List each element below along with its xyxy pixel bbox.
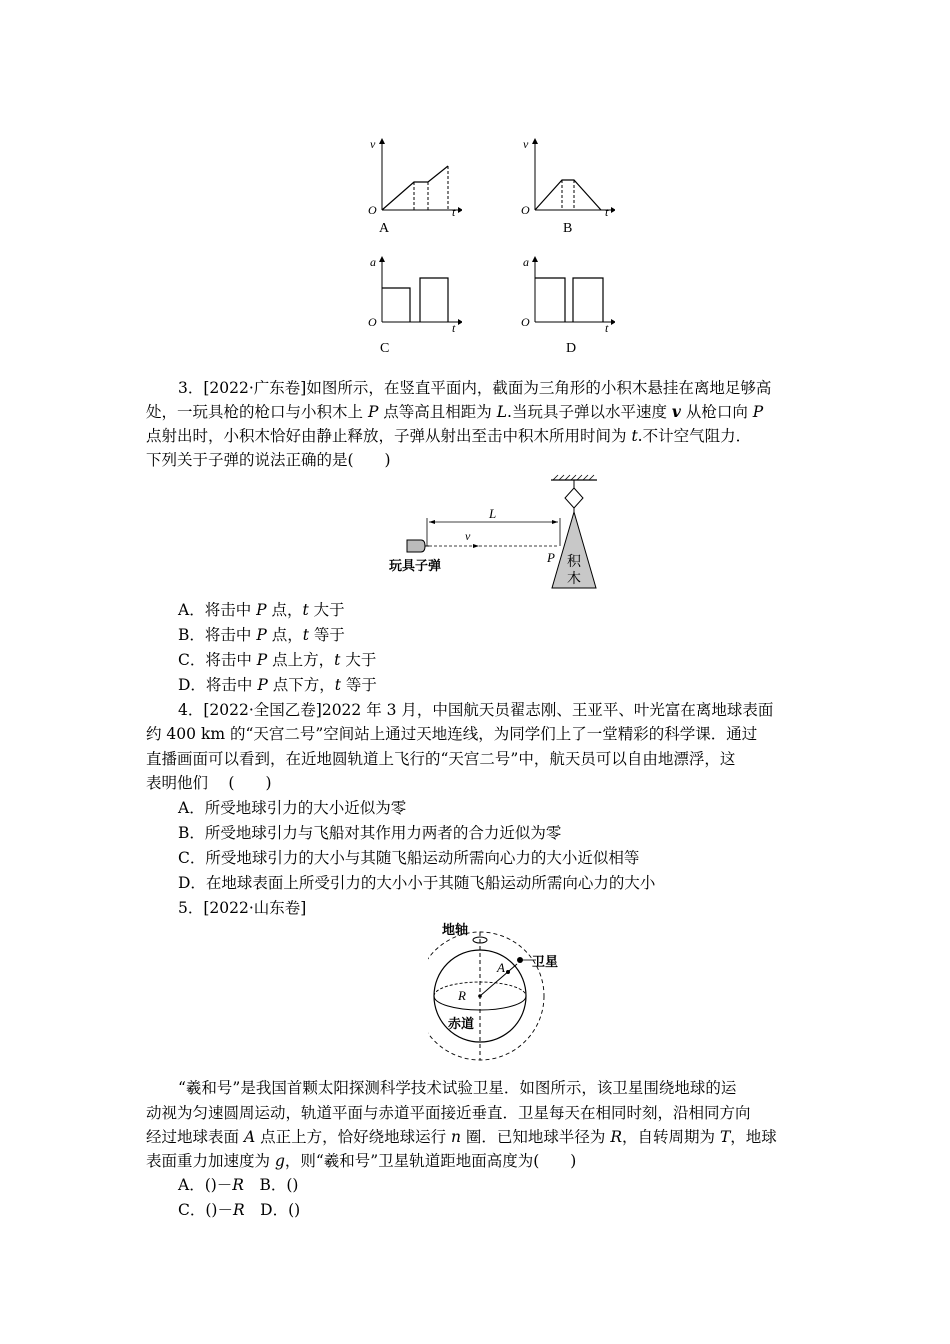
q3-option-a[interactable]: A．将击中 P 点，t 大于 xyxy=(178,601,345,619)
q5-options-cd[interactable]: C．()－R D．() xyxy=(178,1201,301,1219)
q4-option-b[interactable]: B．所受地球引力与飞船对其作用力两者的合力近似为零 xyxy=(178,824,562,842)
graph-a-origin: O xyxy=(368,203,377,217)
q4-line-2: 约 400 km 的“天宫二号”空间站上通过天地连线，为同学们上了一堂精彩的科学课．通过 xyxy=(146,725,758,743)
graph-a-caption: A xyxy=(379,221,390,236)
graph-d-xaxis: t xyxy=(605,321,609,335)
graph-b-xaxis: t xyxy=(605,205,609,219)
q3-option-d[interactable]: D．将击中 P 点下方，t 等于 xyxy=(178,676,377,694)
q4-line-4: 表明他们 ( ) xyxy=(146,774,272,792)
q5-fig-axis: 地轴 xyxy=(442,922,469,937)
q3-figure xyxy=(385,474,605,594)
graph-c-xaxis: t xyxy=(452,321,456,335)
q3-fig-P: P xyxy=(547,550,555,565)
q3-fig-v: v xyxy=(465,529,471,543)
graph-d xyxy=(515,252,615,358)
graph-d-origin: O xyxy=(521,315,530,329)
q3-fig-L: L xyxy=(489,506,497,521)
q5-fig-satellite: 卫星 xyxy=(532,954,559,969)
q5-line-2: 动视为匀速圆周运动，轨道平面与赤道平面接近垂直．卫星每天在相同时刻，沿相同方向 xyxy=(146,1104,751,1122)
q5-options-ab[interactable]: A．()－R B．() xyxy=(178,1176,299,1194)
graph-d-caption: D xyxy=(566,341,577,356)
graph-d-yaxis: a xyxy=(523,255,529,269)
graph-c-caption: C xyxy=(380,341,390,356)
graph-c-yaxis: a xyxy=(370,255,376,269)
graph-a xyxy=(362,134,462,240)
graph-b-origin: O xyxy=(521,203,530,217)
q5-line-1: “羲和号”是我国首颗太阳探测科学技术试验卫星．如图所示，该卫星围绕地球的运 xyxy=(178,1079,737,1097)
q3-line-3: 点射出时，小积木恰好由静止释放，子弹从射出至击中积木所用时间为 t.不计空气阻力． xyxy=(146,427,752,445)
q3-option-c[interactable]: C．将击中 P 点上方，t 大于 xyxy=(178,651,377,669)
q4-line-3: 直播画面可以看到，在近地圆轨道上飞行的“天宫二号”中，航天员可以自由地漂浮，这 xyxy=(146,750,736,768)
graph-b xyxy=(515,134,615,240)
graph-b-caption: B xyxy=(563,221,573,236)
q5-fig-A: A xyxy=(497,960,505,975)
q3-block-label-2: 木 xyxy=(567,572,581,587)
q4-option-c[interactable]: C．所受地球引力的大小与其随飞船运动所需向心力的大小近似相等 xyxy=(178,849,640,867)
q3-block-label-1: 积 xyxy=(567,555,581,570)
q3-option-b[interactable]: B．将击中 P 点，t 等于 xyxy=(178,626,345,644)
q5-title: 5．[2022·山东卷] xyxy=(178,899,307,917)
q4-line-1: 4．[2022·全国乙卷]2022 年 3 月，中国航天员翟志刚、王亚平、叶光富在离地球表面 xyxy=(178,701,774,719)
graph-a-yaxis: v xyxy=(370,137,376,151)
q3-fig-gun-label: 玩具子弹 xyxy=(389,558,442,573)
q5-fig-equator: 赤道 xyxy=(448,1016,475,1031)
q4-option-a[interactable]: A．所受地球引力的大小近似为零 xyxy=(178,799,407,817)
q5-line-3: 经过地球表面 A 点正上方，恰好绕地球运行 n 圈．已知地球半径为 R，自转周期为 T，地球 xyxy=(146,1128,777,1146)
graph-a-xaxis: t xyxy=(452,205,456,219)
graph-c xyxy=(362,252,462,358)
q3-line-4: 下列关于子弹的说法正确的是( ) xyxy=(146,451,391,469)
q4-option-d[interactable]: D．在地球表面上所受引力的大小小于其随飞船运动所需向心力的大小 xyxy=(178,874,656,892)
graph-b-yaxis: v xyxy=(523,137,529,151)
q5-figure xyxy=(428,918,578,1068)
q5-fig-R: R xyxy=(458,988,466,1003)
q5-line-4: 表面重力加速度为 g，则“羲和号”卫星轨道距地面高度为( ) xyxy=(146,1152,577,1170)
graph-c-origin: O xyxy=(368,315,377,329)
q3-line-2: 处，一玩具枪的枪口与小积木上 P 点等高且相距为 L.当玩具子弹以水平速度 v 从枪口向 P xyxy=(146,402,764,421)
q3-line-1: 3．[2022·广东卷]如图所示，在竖直平面内，截面为三角形的小积木悬挂在离地足够高 xyxy=(178,379,772,397)
